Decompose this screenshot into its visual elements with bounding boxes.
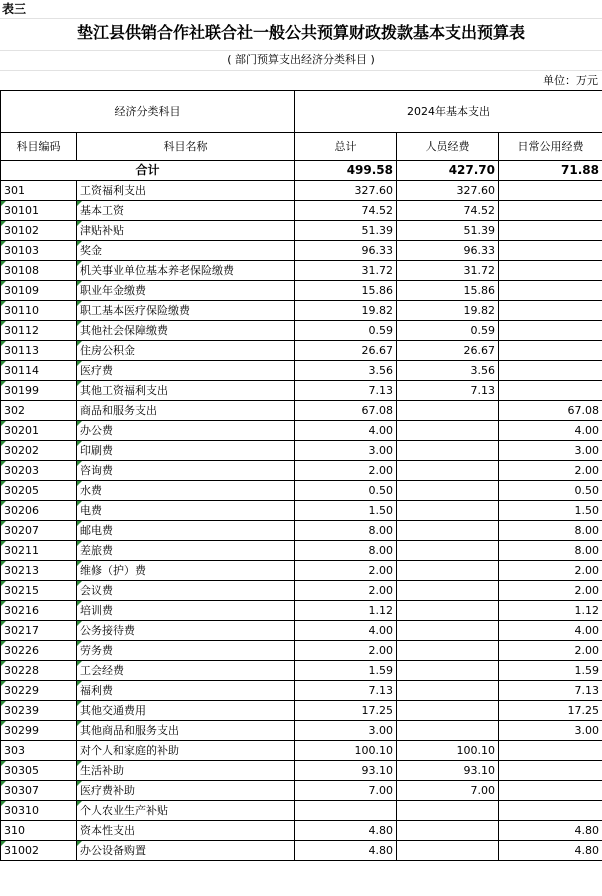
row-total-cell: 4.80 bbox=[295, 821, 397, 841]
table-row bbox=[1, 501, 602, 521]
header-name: 科目名称 bbox=[77, 133, 295, 161]
row-name-cell: 办公费 bbox=[77, 421, 295, 441]
row-total-cell: 1.59 bbox=[295, 661, 397, 681]
row-personnel-cell: 0.59 bbox=[397, 321, 499, 341]
row-code-cell: 30216 bbox=[1, 601, 77, 621]
table-row bbox=[1, 681, 602, 701]
row-code-cell: 30109 bbox=[1, 281, 77, 301]
row-name-cell: 水费 bbox=[77, 481, 295, 501]
row-public-cell: 8.00 bbox=[499, 541, 602, 561]
row-personnel-cell: 93.10 bbox=[397, 761, 499, 781]
row-public-cell: 2.00 bbox=[499, 561, 602, 581]
row-name-cell: 津贴补贴 bbox=[77, 221, 295, 241]
row-name-cell: 培训费 bbox=[77, 601, 295, 621]
row-personnel-cell: 19.82 bbox=[397, 301, 499, 321]
row-personnel-cell: 74.52 bbox=[397, 201, 499, 221]
row-personnel-cell bbox=[397, 801, 499, 821]
table-row bbox=[1, 401, 602, 421]
row-name-cell: 住房公积金 bbox=[77, 341, 295, 361]
row-code-cell: 30199 bbox=[1, 381, 77, 401]
row-name-cell: 电费 bbox=[77, 501, 295, 521]
row-code-cell: 30305 bbox=[1, 761, 77, 781]
row-name-cell: 职业年金缴费 bbox=[77, 281, 295, 301]
total-public-cell: 71.88 bbox=[499, 161, 602, 181]
row-code-cell: 30228 bbox=[1, 661, 77, 681]
row-public-cell: 4.80 bbox=[499, 821, 602, 841]
row-public-cell: 17.25 bbox=[499, 701, 602, 721]
row-personnel-cell bbox=[397, 521, 499, 541]
row-total-cell: 26.67 bbox=[295, 341, 397, 361]
row-name-cell: 印刷费 bbox=[77, 441, 295, 461]
table-row bbox=[1, 321, 602, 341]
row-public-cell: 2.00 bbox=[499, 641, 602, 661]
row-code-cell: 302 bbox=[1, 401, 77, 421]
row-personnel-cell: 7.13 bbox=[397, 381, 499, 401]
row-name-cell: 个人农业生产补贴 bbox=[77, 801, 295, 821]
row-name-cell: 其他商品和服务支出 bbox=[77, 721, 295, 741]
row-total-cell: 0.50 bbox=[295, 481, 397, 501]
row-name-cell: 机关事业单位基本养老保险缴费 bbox=[77, 261, 295, 281]
sheet-gridline bbox=[0, 70, 602, 71]
row-public-cell: 8.00 bbox=[499, 521, 602, 541]
row-personnel-cell bbox=[397, 481, 499, 501]
row-code-cell: 310 bbox=[1, 821, 77, 841]
row-code-cell: 30108 bbox=[1, 261, 77, 281]
table-row bbox=[1, 481, 602, 501]
row-personnel-cell bbox=[397, 641, 499, 661]
row-personnel-cell bbox=[397, 701, 499, 721]
row-code-cell: 30114 bbox=[1, 361, 77, 381]
table-row bbox=[1, 241, 602, 261]
row-public-cell: 4.00 bbox=[499, 421, 602, 441]
row-code-cell: 30201 bbox=[1, 421, 77, 441]
row-public-cell: 2.00 bbox=[499, 581, 602, 601]
row-public-cell bbox=[499, 801, 602, 821]
row-total-cell: 19.82 bbox=[295, 301, 397, 321]
row-total-cell: 100.10 bbox=[295, 741, 397, 761]
table-row bbox=[1, 821, 602, 841]
total-cell: 499.58 bbox=[295, 161, 397, 181]
row-code-cell: 30310 bbox=[1, 801, 77, 821]
row-public-cell bbox=[499, 741, 602, 761]
row-public-cell: 67.08 bbox=[499, 401, 602, 421]
row-code-cell: 30211 bbox=[1, 541, 77, 561]
row-name-cell: 差旅费 bbox=[77, 541, 295, 561]
row-personnel-cell bbox=[397, 821, 499, 841]
row-personnel-cell: 3.56 bbox=[397, 361, 499, 381]
table-row bbox=[1, 641, 602, 661]
row-total-cell: 4.80 bbox=[295, 841, 397, 861]
row-public-cell bbox=[499, 181, 602, 201]
table-row bbox=[1, 741, 602, 761]
row-public-cell: 2.00 bbox=[499, 461, 602, 481]
table-number: 表三 bbox=[2, 2, 27, 16]
table-row bbox=[1, 201, 602, 221]
table-row bbox=[1, 281, 602, 301]
row-total-cell: 3.00 bbox=[295, 441, 397, 461]
table-row bbox=[1, 381, 602, 401]
row-name-cell: 基本工资 bbox=[77, 201, 295, 221]
total-personnel-cell: 427.70 bbox=[397, 161, 499, 181]
row-name-cell: 劳务费 bbox=[77, 641, 295, 661]
table-row bbox=[1, 841, 602, 861]
row-total-cell: 15.86 bbox=[295, 281, 397, 301]
row-total-cell: 1.12 bbox=[295, 601, 397, 621]
row-personnel-cell bbox=[397, 621, 499, 641]
row-personnel-cell bbox=[397, 601, 499, 621]
row-code-cell: 301 bbox=[1, 181, 77, 201]
row-public-cell bbox=[499, 761, 602, 781]
table-row bbox=[1, 541, 602, 561]
row-total-cell: 2.00 bbox=[295, 561, 397, 581]
row-total-cell: 2.00 bbox=[295, 461, 397, 481]
row-personnel-cell bbox=[397, 461, 499, 481]
row-name-cell: 维修（护）费 bbox=[77, 561, 295, 581]
row-personnel-cell bbox=[397, 841, 499, 861]
row-total-cell: 327.60 bbox=[295, 181, 397, 201]
row-public-cell bbox=[499, 201, 602, 221]
row-code-cell: 303 bbox=[1, 741, 77, 761]
row-public-cell: 1.12 bbox=[499, 601, 602, 621]
row-public-cell bbox=[499, 241, 602, 261]
row-name-cell: 医疗费补助 bbox=[77, 781, 295, 801]
row-personnel-cell bbox=[397, 661, 499, 681]
row-code-cell: 30203 bbox=[1, 461, 77, 481]
table-row bbox=[1, 221, 602, 241]
row-public-cell: 4.80 bbox=[499, 841, 602, 861]
table-row bbox=[1, 301, 602, 321]
row-code-cell: 30102 bbox=[1, 221, 77, 241]
row-code-cell: 30103 bbox=[1, 241, 77, 261]
row-name-cell: 邮电费 bbox=[77, 521, 295, 541]
row-total-cell: 3.56 bbox=[295, 361, 397, 381]
table-row bbox=[1, 181, 602, 201]
sheet-gridline bbox=[0, 50, 602, 51]
row-name-cell: 福利费 bbox=[77, 681, 295, 701]
row-personnel-cell bbox=[397, 401, 499, 421]
row-total-cell: 7.13 bbox=[295, 681, 397, 701]
row-personnel-cell bbox=[397, 681, 499, 701]
row-code-cell: 30113 bbox=[1, 341, 77, 361]
row-public-cell: 3.00 bbox=[499, 721, 602, 741]
row-name-cell: 生活补助 bbox=[77, 761, 295, 781]
table-row bbox=[1, 721, 602, 741]
table-row bbox=[1, 441, 602, 461]
row-name-cell: 奖金 bbox=[77, 241, 295, 261]
table-row bbox=[1, 341, 602, 361]
row-name-cell: 办公设备购置 bbox=[77, 841, 295, 861]
row-code-cell: 31002 bbox=[1, 841, 77, 861]
row-name-cell: 其他社会保障缴费 bbox=[77, 321, 295, 341]
row-code-cell: 30217 bbox=[1, 621, 77, 641]
table-row bbox=[1, 361, 602, 381]
row-code-cell: 30239 bbox=[1, 701, 77, 721]
table-row bbox=[1, 261, 602, 281]
header-public: 日常公用经费 bbox=[499, 133, 602, 161]
row-code-cell: 30299 bbox=[1, 721, 77, 741]
row-public-cell bbox=[499, 781, 602, 801]
row-public-cell: 1.50 bbox=[499, 501, 602, 521]
row-public-cell: 7.13 bbox=[499, 681, 602, 701]
row-public-cell bbox=[499, 221, 602, 241]
row-total-cell: 96.33 bbox=[295, 241, 397, 261]
row-total-cell: 0.59 bbox=[295, 321, 397, 341]
row-total-cell: 8.00 bbox=[295, 541, 397, 561]
row-code-cell: 30101 bbox=[1, 201, 77, 221]
page-subtitle: ( 部门预算支出经济分类科目 ) bbox=[227, 53, 375, 66]
row-personnel-cell: 96.33 bbox=[397, 241, 499, 261]
header-personnel: 人员经费 bbox=[397, 133, 499, 161]
table-row bbox=[1, 461, 602, 481]
row-personnel-cell: 100.10 bbox=[397, 741, 499, 761]
row-public-cell bbox=[499, 361, 602, 381]
row-total-cell: 7.00 bbox=[295, 781, 397, 801]
row-total-cell: 2.00 bbox=[295, 641, 397, 661]
row-total-cell: 51.39 bbox=[295, 221, 397, 241]
row-code-cell: 30207 bbox=[1, 521, 77, 541]
row-name-cell: 其他工资福利支出 bbox=[77, 381, 295, 401]
sheet-gridline bbox=[0, 18, 602, 19]
row-personnel-cell: 15.86 bbox=[397, 281, 499, 301]
header-economic-category: 经济分类科目 bbox=[1, 91, 295, 133]
header-basic-expenditure: 2024年基本支出 bbox=[295, 91, 602, 133]
table-row bbox=[1, 661, 602, 681]
row-total-cell: 4.00 bbox=[295, 421, 397, 441]
header-total: 总计 bbox=[295, 133, 397, 161]
table-row bbox=[1, 581, 602, 601]
row-personnel-cell bbox=[397, 561, 499, 581]
row-name-cell: 其他交通费用 bbox=[77, 701, 295, 721]
row-total-cell: 93.10 bbox=[295, 761, 397, 781]
row-name-cell: 工会经费 bbox=[77, 661, 295, 681]
total-row bbox=[1, 161, 602, 181]
row-personnel-cell bbox=[397, 501, 499, 521]
row-total-cell: 3.00 bbox=[295, 721, 397, 741]
unit-label: 单位：万元 bbox=[543, 74, 598, 87]
row-personnel-cell bbox=[397, 541, 499, 561]
row-public-cell bbox=[499, 281, 602, 301]
row-public-cell bbox=[499, 321, 602, 341]
page-title: 垫江县供销合作社联合社一般公共预算财政拨款基本支出预算表 bbox=[76, 23, 525, 42]
header-row-columns bbox=[1, 133, 602, 161]
row-personnel-cell: 51.39 bbox=[397, 221, 499, 241]
row-total-cell: 4.00 bbox=[295, 621, 397, 641]
row-public-cell: 3.00 bbox=[499, 441, 602, 461]
table-row bbox=[1, 561, 602, 581]
row-code-cell: 30215 bbox=[1, 581, 77, 601]
row-personnel-cell: 327.60 bbox=[397, 181, 499, 201]
table-row bbox=[1, 781, 602, 801]
row-name-cell: 医疗费 bbox=[77, 361, 295, 381]
row-public-cell bbox=[499, 301, 602, 321]
row-name-cell: 资本性支出 bbox=[77, 821, 295, 841]
row-code-cell: 30205 bbox=[1, 481, 77, 501]
row-total-cell: 1.50 bbox=[295, 501, 397, 521]
row-code-cell: 30229 bbox=[1, 681, 77, 701]
row-code-cell: 30112 bbox=[1, 321, 77, 341]
row-personnel-cell: 7.00 bbox=[397, 781, 499, 801]
row-total-cell: 8.00 bbox=[295, 521, 397, 541]
row-name-cell: 会议费 bbox=[77, 581, 295, 601]
row-public-cell bbox=[499, 381, 602, 401]
row-name-cell: 咨询费 bbox=[77, 461, 295, 481]
row-code-cell: 30206 bbox=[1, 501, 77, 521]
row-name-cell: 职工基本医疗保险缴费 bbox=[77, 301, 295, 321]
row-public-cell: 1.59 bbox=[499, 661, 602, 681]
total-label: 合计 bbox=[1, 161, 295, 181]
row-code-cell: 30307 bbox=[1, 781, 77, 801]
table-row bbox=[1, 761, 602, 781]
row-personnel-cell: 31.72 bbox=[397, 261, 499, 281]
table-row bbox=[1, 801, 602, 821]
row-name-cell: 商品和服务支出 bbox=[77, 401, 295, 421]
row-personnel-cell bbox=[397, 441, 499, 461]
row-code-cell: 30226 bbox=[1, 641, 77, 661]
table-row bbox=[1, 621, 602, 641]
row-code-cell: 30110 bbox=[1, 301, 77, 321]
row-public-cell bbox=[499, 341, 602, 361]
table-row bbox=[1, 701, 602, 721]
table-row bbox=[1, 421, 602, 441]
row-total-cell: 7.13 bbox=[295, 381, 397, 401]
header-row-group bbox=[1, 91, 602, 133]
row-public-cell bbox=[499, 261, 602, 281]
budget-table bbox=[0, 90, 602, 861]
row-name-cell: 公务接待费 bbox=[77, 621, 295, 641]
row-name-cell: 对个人和家庭的补助 bbox=[77, 741, 295, 761]
row-code-cell: 30213 bbox=[1, 561, 77, 581]
row-total-cell: 17.25 bbox=[295, 701, 397, 721]
row-code-cell: 30202 bbox=[1, 441, 77, 461]
row-total-cell: 2.00 bbox=[295, 581, 397, 601]
row-total-cell bbox=[295, 801, 397, 821]
row-personnel-cell: 26.67 bbox=[397, 341, 499, 361]
header-code: 科目编码 bbox=[1, 133, 77, 161]
row-total-cell: 74.52 bbox=[295, 201, 397, 221]
table-row bbox=[1, 521, 602, 541]
table-row bbox=[1, 601, 602, 621]
row-total-cell: 67.08 bbox=[295, 401, 397, 421]
row-personnel-cell bbox=[397, 721, 499, 741]
row-public-cell: 4.00 bbox=[499, 621, 602, 641]
row-total-cell: 31.72 bbox=[295, 261, 397, 281]
row-public-cell: 0.50 bbox=[499, 481, 602, 501]
row-personnel-cell bbox=[397, 421, 499, 441]
row-personnel-cell bbox=[397, 581, 499, 601]
row-name-cell: 工资福利支出 bbox=[77, 181, 295, 201]
